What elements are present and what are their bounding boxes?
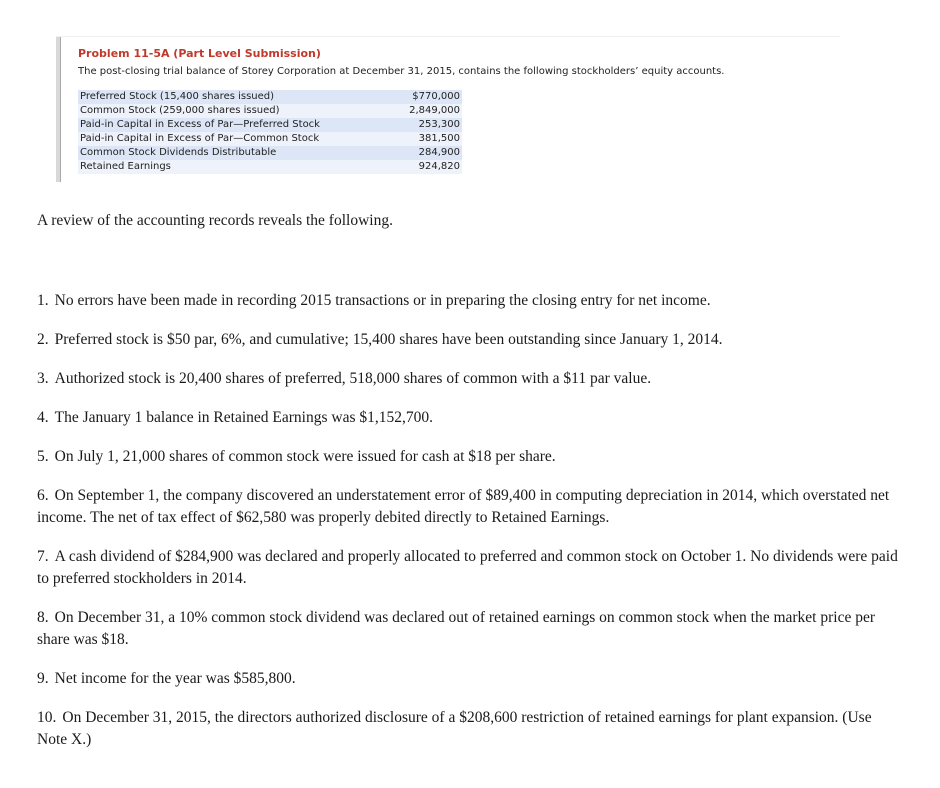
list-item (37, 485, 905, 529)
review-text: A review of the accounting records reveals the following. (37, 212, 393, 229)
account-name: Common Stock Dividends Distributable (78, 146, 378, 160)
item-number: 4. (37, 409, 49, 426)
account-name: Paid-in Capital in Excess of Par—Common Stock (78, 132, 378, 146)
trial-balance-table (78, 90, 462, 174)
account-name: Retained Earnings (78, 160, 378, 174)
item-text: On September 1, the company discovered an understatement error of $89,400 in computing depreciation in 2014, which overstated net income. The net of tax effect of $62,580 was properly debited directly to Retained Earnings. (37, 487, 890, 526)
item-text: A cash dividend of $284,900 was declared and properly allocated to preferred and common stock on October 1. No dividends were paid to preferred stockholders in 2014. (37, 548, 898, 587)
problem-title: Problem 11-5A (Part Level Submission) (78, 47, 321, 60)
list-item (37, 546, 905, 590)
item-text: Net income for the year was $585,800. (54, 670, 296, 687)
item-text: No errors have been made in recording 2015 transactions or in preparing the closing entry for net income. (54, 292, 711, 309)
item-number: 1. (37, 292, 49, 309)
account-amount: 924,820 (378, 160, 462, 174)
item-text: On July 1, 21,000 shares of common stock were issued for cash at $18 per share. (54, 448, 556, 465)
list-item (37, 329, 905, 351)
account-name: Paid-in Capital in Excess of Par—Preferred Stock (78, 118, 378, 132)
account-amount: 253,300 (378, 118, 462, 132)
table-row (78, 118, 462, 132)
item-text: On December 31, a 10% common stock dividend was declared out of retained earnings on common stock when the market price per share was $18. (37, 609, 875, 648)
item-number: 2. (37, 331, 49, 348)
account-amount: 2,849,000 (378, 104, 462, 118)
item-text: The January 1 balance in Retained Earnings was $1,152,700. (54, 409, 433, 426)
account-amount: 284,900 (378, 146, 462, 160)
list-item (37, 607, 905, 651)
account-amount: $770,000 (378, 90, 462, 104)
table-row (78, 90, 462, 104)
list-item (37, 407, 905, 429)
table-row (78, 132, 462, 146)
item-number: 5. (37, 448, 49, 465)
item-text: On December 31, 2015, the directors authorized disclosure of a $208,600 restriction of retained earnings for plant expansion. (Use Note X.) (37, 709, 872, 748)
item-text: Authorized stock is 20,400 shares of preferred, 518,000 shares of common with a $11 par value. (54, 370, 652, 387)
problem-intro: The post-closing trial balance of Storey Corporation at December 31, 2015, contains the following stockholders’ equity accounts. (78, 66, 725, 77)
item-number: 9. (37, 670, 49, 687)
list-item (37, 668, 905, 690)
account-name: Common Stock (259,000 shares issued) (78, 104, 378, 118)
problem-image (56, 36, 840, 182)
item-number: 7. (37, 548, 49, 565)
item-number: 6. (37, 487, 49, 504)
list-item (37, 707, 905, 751)
table-row (78, 146, 462, 160)
item-number: 8. (37, 609, 49, 626)
facts-list (37, 290, 905, 768)
item-number: 10. (37, 709, 57, 726)
list-item (37, 368, 905, 390)
account-name: Preferred Stock (15,400 shares issued) (78, 90, 378, 104)
list-item (37, 290, 905, 312)
left-border-rule (56, 37, 61, 182)
item-number: 3. (37, 370, 49, 387)
table-row (78, 160, 462, 174)
list-item (37, 446, 905, 468)
account-amount: 381,500 (378, 132, 462, 146)
table-row (78, 104, 462, 118)
item-text: Preferred stock is $50 par, 6%, and cumulative; 15,400 shares have been outstanding since January 1, 2014. (54, 331, 723, 348)
